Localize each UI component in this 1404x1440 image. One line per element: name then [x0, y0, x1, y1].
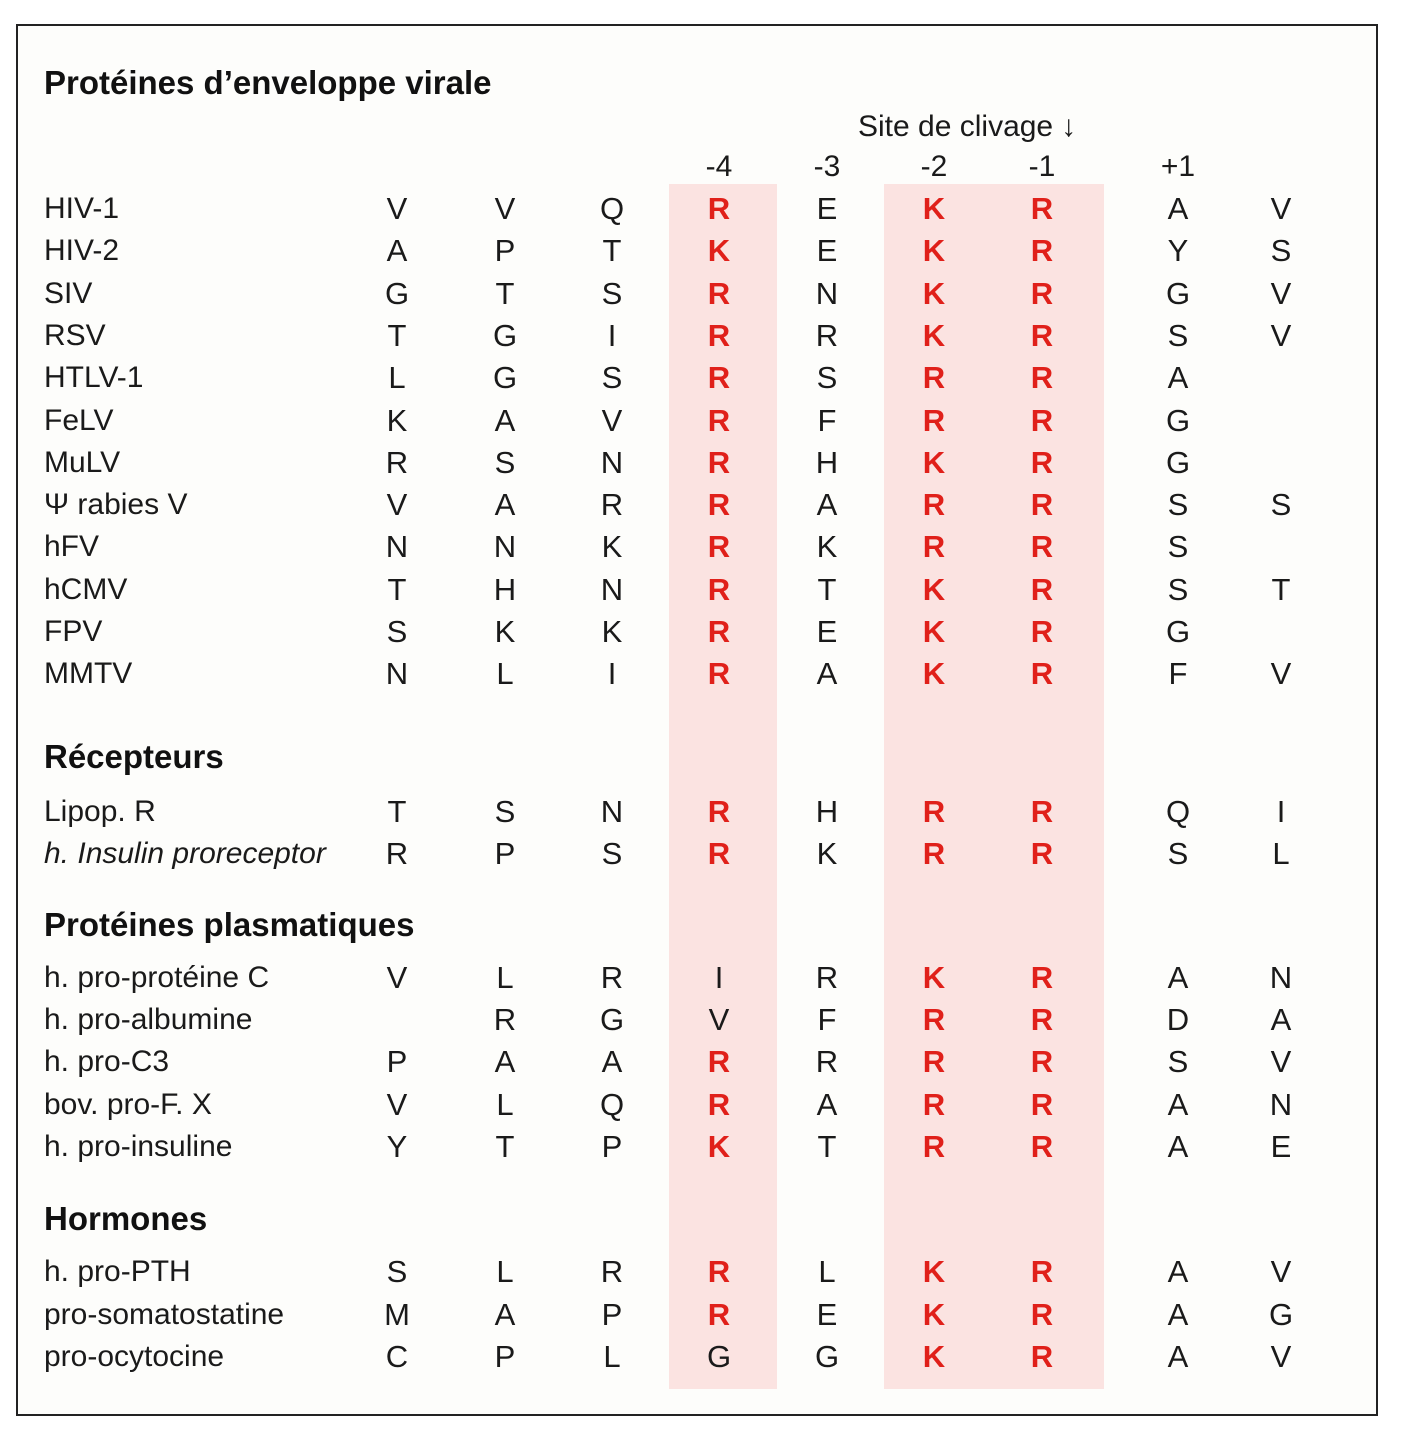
residue-cell: R: [493, 1002, 517, 1038]
row-label: MuLV: [44, 445, 121, 479]
residue-cell: S: [494, 794, 516, 829]
residue-cell: A: [816, 1086, 838, 1122]
residue-cell: A: [816, 487, 838, 523]
residue-cell: R: [1030, 794, 1054, 829]
row-label: h. pro-PTH: [44, 1255, 191, 1288]
residue-cell: R: [707, 402, 731, 438]
residue-cell: R: [385, 836, 409, 871]
residue-cell: I: [607, 317, 617, 353]
residue-cell: R: [1030, 1086, 1054, 1122]
row-label: SIV: [44, 276, 93, 310]
section-title: Récepteurs: [44, 738, 224, 775]
residue-cell: N: [1269, 1086, 1293, 1122]
residue-cell: K: [601, 614, 623, 649]
row-label: FPV: [44, 615, 103, 648]
residue-cell: R: [1030, 836, 1054, 871]
residue-cell: R: [922, 1128, 946, 1164]
residue-cell: V: [1270, 1339, 1292, 1374]
residue-cell: R: [707, 317, 731, 353]
residue-cell: V: [1270, 1044, 1292, 1080]
residue-cell: I: [714, 960, 724, 995]
residue-cell: R: [922, 402, 946, 438]
residue-cell: K: [922, 275, 946, 311]
residue-cell: A: [1167, 1128, 1189, 1164]
residue-cell: K: [922, 191, 946, 226]
residue-cell: V: [1270, 656, 1292, 692]
residue-cell: S: [1270, 487, 1292, 523]
residue-cell: K: [922, 571, 946, 607]
residue-cell: G: [1165, 402, 1191, 438]
residue-cell: S: [1167, 317, 1189, 353]
residue-cell: R: [707, 360, 731, 396]
residue-cell: K: [707, 1128, 731, 1164]
residue-cell: S: [816, 360, 838, 396]
residue-cell: R: [1030, 529, 1054, 565]
residue-cell: S: [601, 275, 623, 311]
residue-cell: G: [599, 1002, 625, 1038]
residue-cell: K: [922, 444, 946, 480]
residue-cell: C: [385, 1339, 409, 1374]
residue-cell: S: [386, 1254, 408, 1289]
residue-cell: R: [707, 1086, 731, 1122]
position-label: -4: [705, 150, 733, 183]
residue-cell: A: [494, 1296, 516, 1332]
residue-cell: K: [922, 317, 946, 353]
residue-cell: N: [493, 529, 517, 565]
residue-cell: V: [386, 487, 408, 523]
row-label: h. pro-albumine: [44, 1003, 253, 1037]
residue-cell: Y: [1167, 233, 1189, 269]
row-label: h. pro-protéine C: [44, 961, 270, 994]
residue-cell: A: [1167, 1254, 1189, 1289]
residue-cell: H: [815, 794, 839, 829]
residue-cell: R: [1030, 487, 1054, 523]
residue-cell: R: [707, 487, 731, 523]
residue-cell: H: [493, 571, 517, 607]
residue-cell: R: [1030, 191, 1054, 226]
residue-cell: T: [817, 571, 837, 607]
residue-cell: Q: [599, 191, 625, 226]
position-label: -3: [813, 150, 841, 183]
residue-cell: R: [600, 487, 624, 523]
row-label: h. pro-C3: [44, 1045, 170, 1079]
residue-cell: A: [494, 487, 516, 523]
residue-cell: K: [922, 1296, 946, 1332]
residue-cell: R: [815, 317, 839, 353]
row-label: HIV-1: [44, 192, 120, 225]
residue-cell: A: [1167, 191, 1189, 226]
residue-cell: R: [922, 836, 946, 871]
residue-cell: V: [386, 191, 408, 226]
position-label: -2: [920, 150, 948, 183]
residue-cell: V: [1270, 317, 1292, 353]
residue-cell: Q: [599, 1086, 625, 1122]
residue-cell: V: [386, 1086, 408, 1122]
row-label: FeLV: [44, 403, 114, 437]
residue-cell: A: [816, 656, 838, 692]
residue-cell: R: [1030, 960, 1054, 995]
cleavage-site-label: [858, 110, 1076, 144]
residue-cell: A: [1167, 1296, 1189, 1332]
residue-cell: K: [922, 233, 946, 269]
section-title: Hormones: [44, 1200, 208, 1237]
residue-cell: R: [1030, 656, 1054, 692]
residue-cell: S: [386, 614, 408, 649]
residue-cell: T: [495, 275, 515, 311]
section-title: Protéines d’enveloppe virale: [44, 64, 492, 101]
residue-cell: R: [1030, 1296, 1054, 1332]
residue-cell: R: [1030, 360, 1054, 396]
residue-cell: I: [1276, 794, 1286, 829]
residue-cell: N: [600, 571, 624, 607]
residue-cell: R: [922, 487, 946, 523]
residue-cell: V: [1270, 275, 1292, 311]
row-label: bov. pro-F. X: [44, 1087, 212, 1121]
row-label: hFV: [44, 530, 100, 564]
residue-cell: A: [1270, 1002, 1292, 1038]
residue-cell: S: [601, 836, 623, 871]
residue-cell: R: [600, 960, 624, 995]
residue-cell: R: [1030, 614, 1054, 649]
row-label: HTLV-1: [44, 361, 144, 395]
residue-cell: G: [492, 360, 518, 396]
residue-cell: K: [922, 656, 946, 692]
residue-cell: G: [1165, 275, 1191, 311]
residue-cell: G: [1165, 614, 1191, 649]
residue-cell: V: [601, 402, 623, 438]
residue-cell: S: [1167, 529, 1189, 565]
residue-cell: K: [816, 836, 838, 871]
residue-cell: R: [815, 1044, 839, 1080]
residue-cell: F: [817, 402, 837, 438]
row-label: pro-ocytocine: [44, 1340, 225, 1373]
residue-cell: G: [706, 1339, 732, 1374]
row-label: h. Insulin proreceptor: [44, 837, 326, 870]
residue-cell: A: [1167, 960, 1189, 995]
residue-cell: V: [494, 191, 516, 226]
down-arrow-icon: ↓: [1061, 110, 1077, 143]
row-label: Ψ rabies V: [44, 488, 188, 522]
residue-cell: R: [922, 529, 946, 565]
residue-cell: N: [385, 529, 409, 565]
residue-cell: Y: [386, 1128, 408, 1164]
row-label: pro-somatostatine: [44, 1297, 285, 1331]
residue-cell: R: [815, 960, 839, 995]
residue-cell: K: [922, 960, 946, 995]
residue-cell: E: [816, 191, 838, 226]
residue-cell: L: [496, 656, 514, 692]
residue-cell: G: [384, 275, 410, 311]
residue-cell: T: [817, 1128, 837, 1164]
residue-cell: R: [707, 614, 731, 649]
residue-cell: G: [814, 1339, 840, 1374]
position-label: +1: [1160, 150, 1196, 183]
residue-cell: H: [815, 444, 839, 480]
residue-cell: S: [1167, 571, 1189, 607]
residue-cell: T: [387, 794, 407, 829]
residue-cell: R: [707, 275, 731, 311]
residue-cell: Q: [1165, 794, 1191, 829]
residue-cell: R: [707, 1254, 731, 1289]
residue-cell: E: [816, 1296, 838, 1332]
residue-cell: S: [601, 360, 623, 396]
residue-cell: N: [385, 656, 409, 692]
residue-cell: R: [1030, 317, 1054, 353]
residue-cell: K: [922, 614, 946, 649]
residue-cell: L: [496, 1086, 514, 1122]
residue-cell: R: [1030, 1044, 1054, 1080]
residue-cell: L: [818, 1254, 836, 1289]
residue-cell: R: [707, 191, 731, 226]
residue-cell: K: [386, 402, 408, 438]
row-label: RSV: [44, 318, 106, 352]
residue-cell: P: [386, 1044, 408, 1080]
residue-cell: R: [1030, 402, 1054, 438]
residue-cell: R: [1030, 444, 1054, 480]
residue-cell: P: [601, 1128, 623, 1164]
residue-cell: S: [1167, 1044, 1189, 1080]
residue-cell: R: [922, 1002, 946, 1038]
residue-cell: I: [607, 656, 617, 692]
residue-cell: R: [1030, 1128, 1054, 1164]
residue-cell: R: [1030, 1254, 1054, 1289]
residue-cell: P: [494, 1339, 516, 1374]
residue-cell: T: [1271, 571, 1291, 607]
residue-cell: T: [495, 1128, 515, 1164]
residue-cell: N: [815, 275, 839, 311]
residue-cell: A: [494, 1044, 516, 1080]
residue-cell: R: [922, 794, 946, 829]
residue-cell: A: [494, 402, 516, 438]
residue-cell: K: [816, 529, 838, 565]
residue-cell: G: [1268, 1296, 1294, 1332]
residue-cell: R: [1030, 233, 1054, 269]
residue-cell: L: [603, 1339, 621, 1374]
residue-cell: T: [387, 317, 407, 353]
residue-cell: R: [707, 444, 731, 480]
residue-cell: R: [707, 836, 731, 871]
residue-cell: K: [494, 614, 516, 649]
residue-cell: F: [1168, 656, 1188, 692]
residue-cell: R: [1030, 275, 1054, 311]
residue-cell: L: [496, 1254, 514, 1289]
residue-cell: V: [386, 960, 408, 995]
residue-cell: G: [1165, 444, 1191, 480]
row-label: hCMV: [44, 572, 128, 606]
residue-cell: R: [922, 360, 946, 396]
residue-cell: L: [388, 360, 406, 396]
cleavage-site-text: Site de clivage: [858, 110, 1054, 143]
row-label: HIV-2: [44, 234, 120, 268]
residue-cell: R: [922, 1044, 946, 1080]
residue-cell: K: [601, 529, 623, 565]
residue-cell: R: [600, 1254, 624, 1289]
residue-cell: K: [922, 1254, 946, 1289]
residue-cell: F: [817, 1002, 837, 1038]
residue-cell: V: [1270, 1254, 1292, 1289]
row-label: h. pro-insuline: [44, 1129, 233, 1163]
residue-cell: A: [1167, 360, 1189, 396]
residue-cell: S: [1167, 836, 1189, 871]
residue-cell: S: [1270, 233, 1292, 269]
residue-cell: R: [1030, 1002, 1054, 1038]
residue-cell: R: [707, 1044, 731, 1080]
residue-cell: P: [601, 1296, 623, 1332]
residue-cell: T: [387, 571, 407, 607]
residue-cell: A: [1167, 1339, 1189, 1374]
section-title: Protéines plasmatiques: [44, 906, 415, 943]
residue-cell: E: [1270, 1128, 1292, 1164]
residue-cell: K: [707, 233, 731, 269]
residue-cell: R: [707, 571, 731, 607]
residue-cell: S: [1167, 487, 1189, 523]
residue-cell: R: [707, 656, 731, 692]
residue-cell: M: [384, 1296, 410, 1332]
residue-cell: A: [601, 1044, 623, 1080]
residue-cell: V: [708, 1002, 730, 1038]
residue-cell: R: [707, 1296, 731, 1332]
position-label: -1: [1028, 150, 1056, 183]
residue-cell: G: [492, 317, 518, 353]
residue-cell: R: [1030, 571, 1054, 607]
residue-cell: K: [922, 1339, 946, 1374]
residue-cell: N: [600, 794, 624, 829]
residue-cell: R: [707, 529, 731, 565]
residue-cell: A: [1167, 1086, 1189, 1122]
residue-cell: N: [1269, 960, 1293, 995]
residue-cell: A: [386, 233, 408, 269]
residue-cell: D: [1166, 1002, 1190, 1038]
residue-cell: L: [1272, 836, 1290, 871]
residue-cell: R: [385, 444, 409, 480]
residue-cell: R: [922, 1086, 946, 1122]
row-label: Lipop. R: [44, 795, 156, 828]
residue-cell: R: [707, 794, 731, 829]
row-label: MMTV: [44, 657, 133, 691]
residue-cell: N: [600, 444, 624, 480]
residue-cell: P: [494, 836, 516, 871]
residue-cell: S: [494, 444, 516, 480]
residue-cell: L: [496, 960, 514, 995]
residue-cell: V: [1270, 191, 1292, 226]
residue-cell: R: [1030, 1339, 1054, 1374]
residue-cell: P: [494, 233, 516, 269]
residue-cell: E: [816, 614, 838, 649]
residue-cell: T: [602, 233, 622, 269]
residue-cell: E: [816, 233, 838, 269]
